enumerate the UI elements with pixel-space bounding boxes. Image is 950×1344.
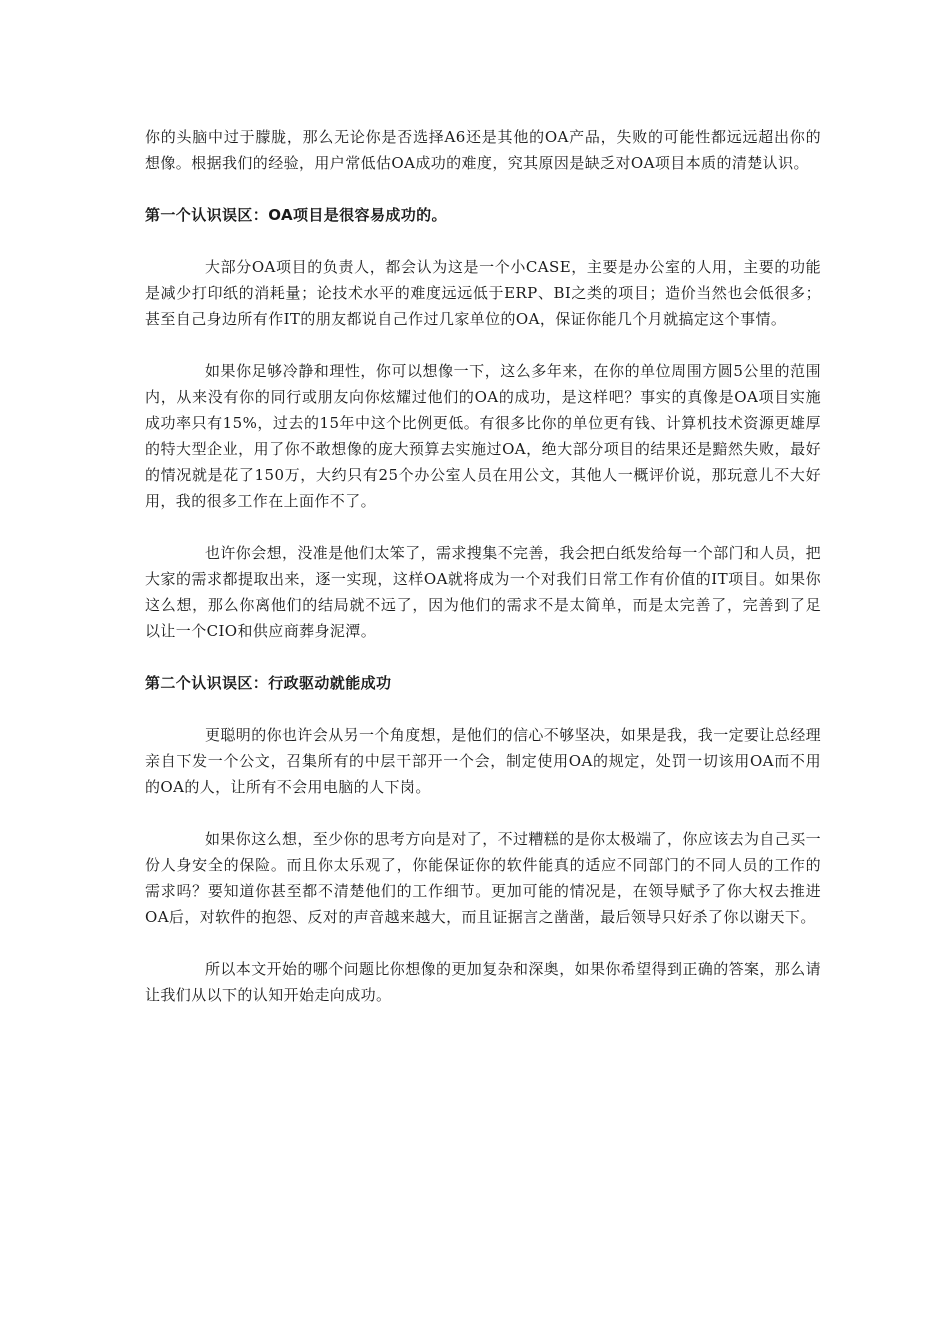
paragraph-administrative: 更聪明的你也许会从另一个角度想，是他们的信心不够坚决，如果是我，我一定要让总经理亲自下发一个公文，召集所有的中层干部开一个会，制定使用OA的规定，处罚一切该用OA而不用的OA的人，让所有不会用电脑的人下岗。 [145, 726, 822, 796]
paragraph-success-rate: 如果你足够冷静和理性，你可以想像一下，这么多年来，在你的单位周围方圆5公里的范围内，从来没有你的同行或朋友向你炫耀过他们的OA的成功，是这样吧？事实的真像是OA项目实施成功率只有15%，过去的15年中这个比例更低。有很多比你的单位更有钱、计算机技术资源更雄厚的特大型企业，用了你不敢想像的庞大预算去实施过OA，绝大部分项目的结果还是黯然失败，最好的情况就是花了150万，大约只有25个办公室人员在用公文，其他人一概评价说，那玩意儿不大好用，我的很多工作在上面作不了。 [145, 362, 821, 510]
document-page [145, 124, 821, 1034]
heading-first-misconception: 第一个认识误区：OA项目是很容易成功的。 [145, 206, 447, 224]
paragraph-requirements: 也许你会想，没准是他们太笨了，需求搜集不完善，我会把白纸发给每一个部门和人员，把大家的需求都提取出来，逐一实现，这样OA就将成为一个对我们日常工作有价值的IT项目。如果你这么想，那么你离他们的结局就不远了，因为他们的需求不是太简单，而是太完善了，完善到了足以让一个CIO和供应商葬身泥潭。 [145, 544, 822, 640]
heading-second-misconception: 第二个认识误区：行政驱动就能成功 [145, 674, 392, 692]
paragraph-conclusion: 所以本文开始的哪个问题比你想像的更加复杂和深奥，如果你希望得到正确的答案，那么请让我们从以下的认知开始走向成功。 [145, 960, 822, 1004]
paragraph-extreme: 如果你这么想，至少你的思考方向是对了，不过糟糕的是你太极端了，你应该去为自己买一份人身安全的保险。而且你太乐观了，你能保证你的软件能真的适应不同部门的不同人员的工作的需求吗？要知道你甚至都不清楚他们的工作细节。更加可能的情况是，在领导赋予了你大权去推进OA后，对软件的抱怨、反对的声音越来越大，而且证据言之凿凿，最后领导只好杀了你以谢天下。 [145, 830, 822, 926]
paragraph-oa-owners: 大部分OA项目的负责人，都会认为这是一个小CASE，主要是办公室的人用，主要的功能是减少打印纸的消耗量；论技术水平的难度远远低于ERP、BI之类的项目；造价当然也会低很多；甚至自己身边所有作IT的朋友都说自己作过几家单位的OA，保证你能几个月就搞定这个事情。 [145, 258, 821, 328]
paragraph-intro: 你的头脑中过于朦胧，那么无论你是否选择A6还是其他的OA产品，失败的可能性都远远超出你的想像。根据我们的经验，用户常低估OA成功的难度，究其原因是缺乏对OA项目本质的清楚认识。 [145, 128, 821, 172]
